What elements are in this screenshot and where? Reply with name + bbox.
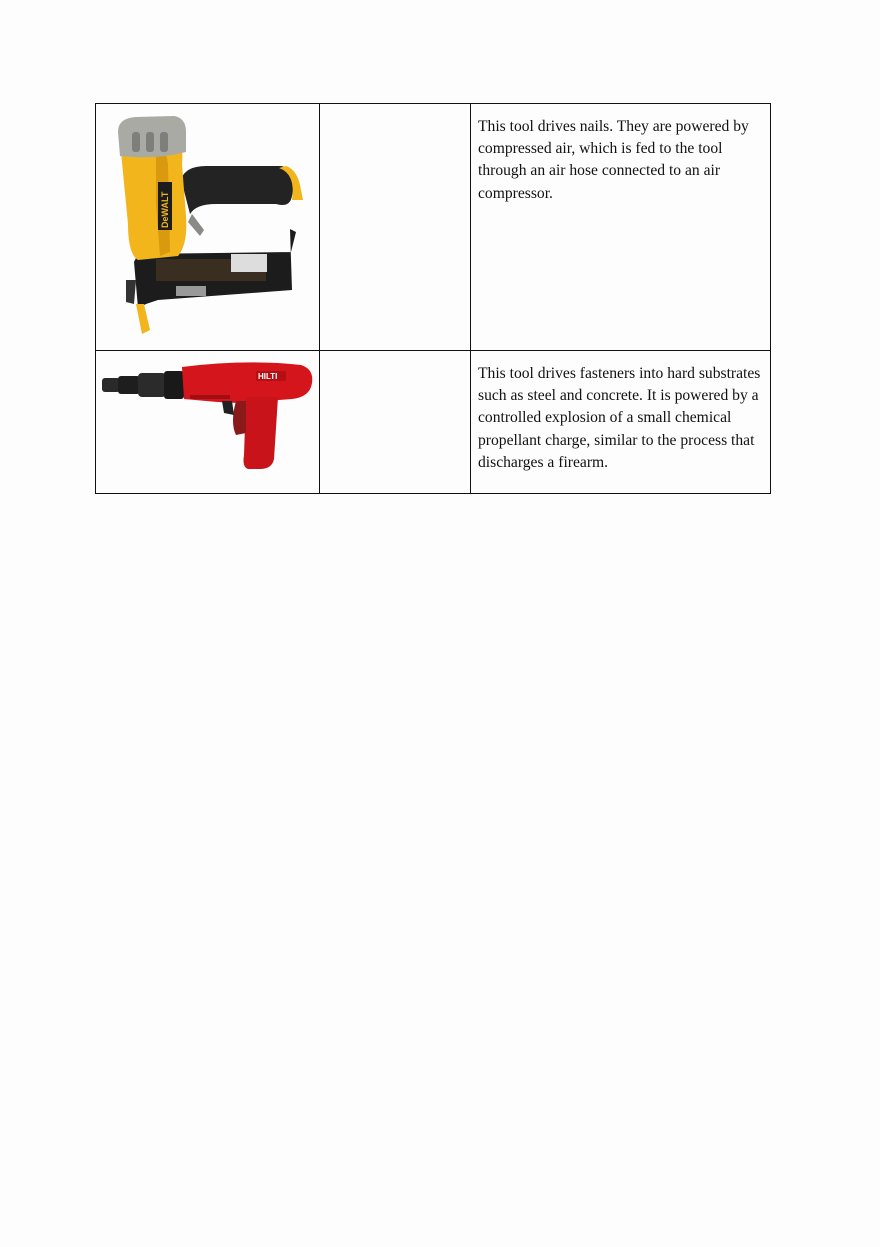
powder-actuated-tool-image [96,351,320,493]
brad-nailer-image [96,104,320,350]
table-row [96,104,771,351]
tool-description-cell [471,351,771,494]
tool-description: This tool drives fasteners into hard substrates such as steel and concrete. It is powered by a controlled explosion of a small chemical propellant charge, similar to the process that discharges a firearm. [478,365,761,471]
brand-logo-lettering: DeWALT [160,191,170,228]
tool-description: This tool drives nails. They are powered by compressed air, which is fed to the tool through an air hose connected to an air compressor. [478,118,749,202]
table-row [96,351,771,494]
tool-image-cell [96,104,320,351]
tool-name-cell [320,104,471,351]
tools-table [95,103,771,494]
tool-description-cell [471,104,771,351]
brand-logo-lettering: HILTI [258,372,278,381]
tool-image-cell [96,351,320,494]
tool-name-cell [320,351,471,494]
